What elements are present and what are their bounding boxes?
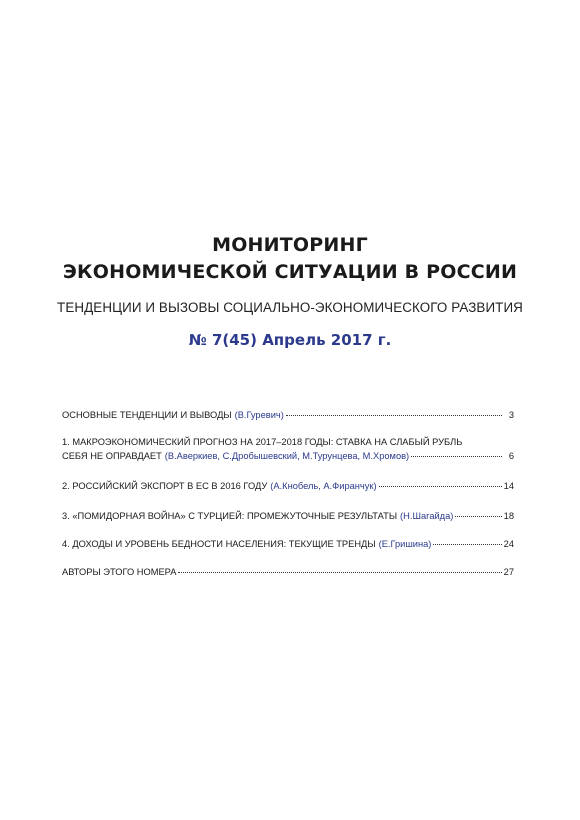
toc-entry-authors: (Н.Шагайда) <box>400 511 454 521</box>
toc-entry-authors: (В.Гуревич) <box>234 410 284 420</box>
document-subtitle: ТЕНДЕНЦИИ И ВЫЗОВЫ СОЦИАЛЬНО-ЭКОНОМИЧЕСКОГО РАЗВИТИЯ <box>57 300 523 315</box>
dot-leader <box>379 486 502 487</box>
title-line-1: МОНИТОРИНГ <box>212 234 368 256</box>
toc-entry-page: 3 <box>508 410 514 420</box>
toc-entry-export[interactable] <box>62 479 514 493</box>
issue-number: № 7(45) Апрель 2017 г. <box>188 331 392 349</box>
toc-entry-title: 3. «ПОМИДОРНАЯ ВОЙНА» С ТУРЦИЕЙ: ПРОМЕЖУТОЧНЫЕ РЕЗУЛЬТАТЫ <box>62 511 398 521</box>
dot-leader <box>455 516 501 517</box>
toc-entry-trends[interactable] <box>62 408 514 422</box>
toc-entry-title-line1: 1. МАКРОЭКОНОМИЧЕСКИЙ ПРОГНОЗ НА 2017–2018 ГОДЫ: СТАВКА НА СЛАБЫЙ РУБЛЬ <box>62 437 463 447</box>
toc-entry-page: 6 <box>508 451 514 461</box>
toc-entry-tomato-war[interactable] <box>62 509 514 523</box>
dot-leader <box>433 544 501 545</box>
dot-leader <box>178 572 501 573</box>
title-line-2: ЭКОНОМИЧЕСКОЙ СИТУАЦИИ В РОССИИ <box>62 261 518 283</box>
toc-entry-title: 4. ДОХОДЫ И УРОВЕНЬ БЕДНОСТИ НАСЕЛЕНИЯ: ТЕКУЩИЕ ТРЕНДЫ <box>62 539 376 549</box>
toc-entry-authors: (А.Кнобель, А.Фиранчук) <box>270 481 377 491</box>
toc-entry-authors-section[interactable] <box>62 565 514 579</box>
toc-entry-authors: (Е.Гришина) <box>378 539 432 549</box>
toc-entry-title: ОСНОВНЫЕ ТЕНДЕНЦИИ И ВЫВОДЫ <box>62 410 232 420</box>
toc-entry-page: 27 <box>503 567 514 577</box>
document-title <box>0 232 580 286</box>
toc-entry-page: 14 <box>503 481 514 491</box>
toc-entry-page: 24 <box>503 539 514 549</box>
toc-entry-title: АВТОРЫ ЭТОГО НОМЕРА <box>62 567 177 577</box>
toc-entry-page: 18 <box>503 511 514 521</box>
toc-entry-title: 2. РОССИЙСКИЙ ЭКСПОРТ В ЕС В 2016 ГОДУ <box>62 481 268 491</box>
toc-entry-title: СЕБЯ НЕ ОПРАВДАЕТ <box>62 451 162 461</box>
toc-entry-macro-forecast[interactable] <box>62 435 514 463</box>
toc-entry-authors: (В.Аверкиев, С.Дробышевский, М.Турунцева, М.Хромов) <box>164 451 410 461</box>
toc-entry-income-poverty[interactable] <box>62 537 514 551</box>
dot-leader <box>286 415 502 416</box>
dot-leader <box>411 456 502 457</box>
